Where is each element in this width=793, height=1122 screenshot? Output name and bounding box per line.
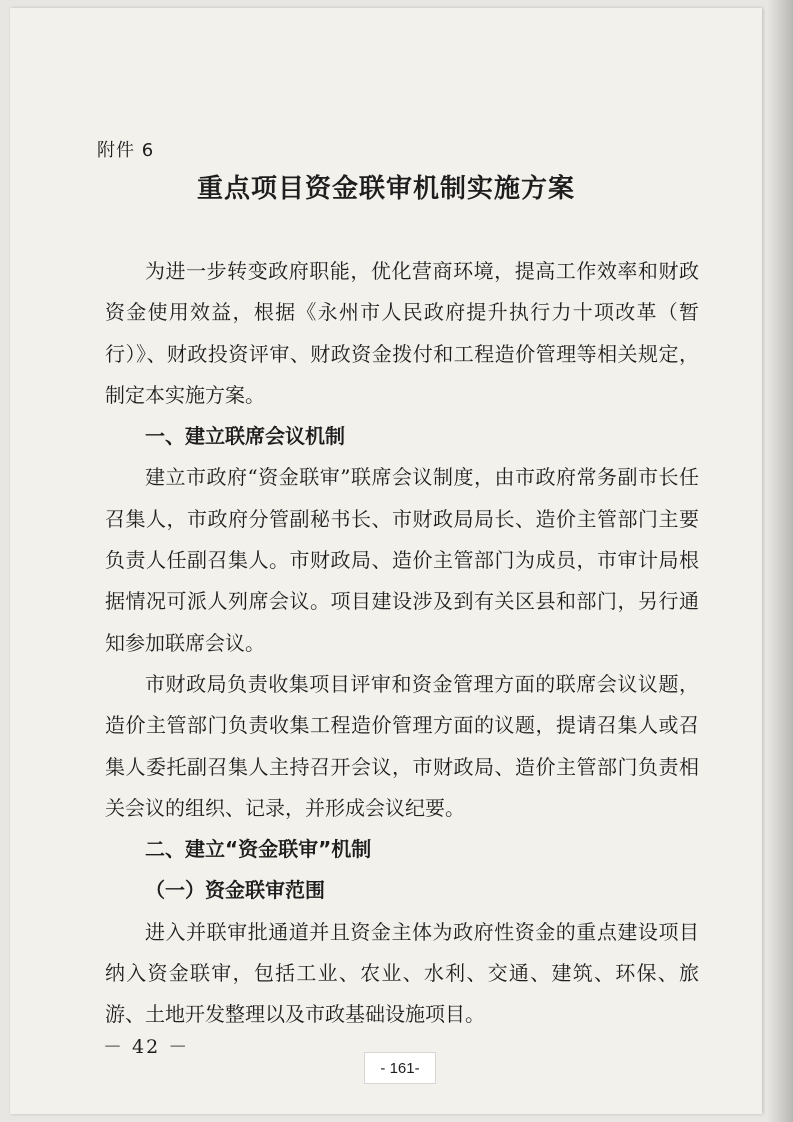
subsection-heading-1: （一）资金联审范围 — [145, 878, 325, 903]
paragraph-section1-b: 市财政局负责收集项目评审和资金管理方面的联席会议议题，造价主管部门负责收集工程造价管理方面的议题，提请召集人或召集人委托副召集人主持召开会议，市财政局、造价主管部门负责相关会议的组织、记录，并形成会议纪要。 — [105, 671, 699, 820]
paragraph-subsection1: 进入并联审批通道并且资金主体为政府性资金的重点建设项目纳入资金联审，包括工业、农业、水利、交通、建筑、环保、旅游、土地开发整理以及市政基础设施项目。 — [105, 919, 699, 1027]
document-page — [10, 8, 762, 1114]
scan-edge-shadow — [767, 0, 793, 1122]
section-heading-1: 一、建立联席会议机制 — [145, 424, 345, 449]
document-body — [105, 251, 699, 1036]
paragraph-intro: 为进一步转变政府职能，优化营商环境，提高工作效率和财政资金使用效益，根据《永州市人民政府提升执行力十项改革（暂行）》、财政投资评审、财政资金拨付和工程造价管理等相关规定，制定本实施方案。 — [105, 259, 699, 407]
attachment-label: 附件 6 — [97, 140, 155, 161]
paragraph-section1-a: 建立市政府“资金联审”联席会议制度，由市政府常务副市长任召集人，市政府分管副秘书长、市财政局局长、造价主管部门主要负责人任副召集人。市财政局、造价主管部门为成员，市审计局根据情况可派人列席会议。项目建设涉及到有关区县和部门，另行通知参加联席会议。 — [105, 465, 699, 655]
outer-page-number: - 161- — [364, 1052, 436, 1084]
section-heading-2: 二、建立“资金联审”机制 — [145, 837, 372, 862]
inner-page-number: － 42 － — [103, 1036, 190, 1058]
document-title: 重点项目资金联审机制实施方案 — [196, 174, 575, 204]
